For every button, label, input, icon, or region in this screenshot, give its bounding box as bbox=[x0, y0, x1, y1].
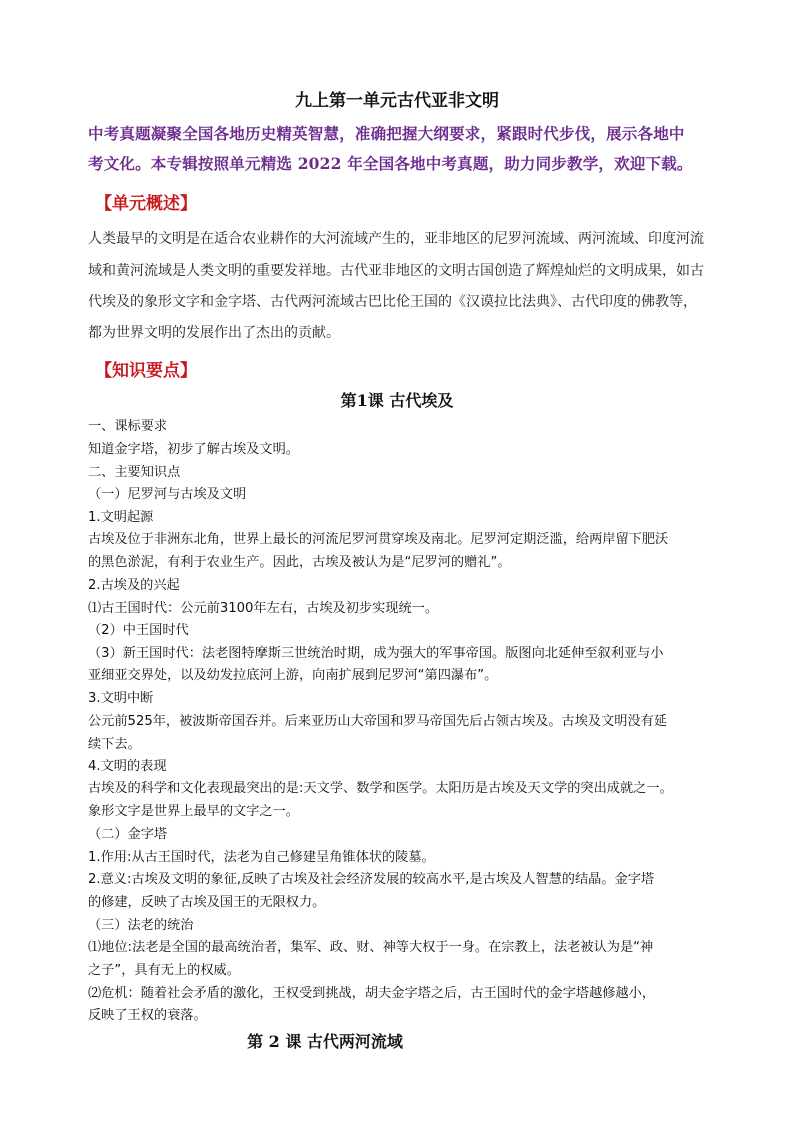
content-line: 亚细亚交界处，以及幼发拉底河上游，向南扩展到尼罗河“第四瀑布”。 bbox=[88, 668, 498, 683]
document-title: 九上第一单元古代亚非文明 bbox=[295, 91, 499, 111]
lesson-2-title: 第 2 课 古代两河流域 bbox=[247, 1032, 403, 1051]
content-line: 2.古埃及的兴起 bbox=[88, 578, 180, 593]
content-line: 3.文明中断 bbox=[88, 691, 154, 706]
content-line: ⑵危机：随着社会矛盾的激化，王权受到挑战，胡夫金字塔之后，古王国时代的金字塔越修越小， bbox=[88, 986, 656, 1001]
content-line: 公元前525年，被波斯帝国吞并。后来亚历山大帝国和罗马帝国先后占领古埃及。古埃及文明没有延 bbox=[88, 714, 668, 729]
content-line: 反映了王权的衰落。 bbox=[88, 1008, 207, 1023]
content-line: （二）金字塔 bbox=[88, 827, 168, 842]
content-line: 二、主要知识点 bbox=[88, 465, 181, 480]
content-line: 1.文明起源 bbox=[88, 510, 154, 525]
overview-heading: 【单元概述】 bbox=[95, 194, 197, 214]
content-line: 知道金字塔，初步了解古埃及文明。 bbox=[88, 442, 299, 457]
overview-line: 代埃及的象形文字和金字塔、古代两河流域古巴比伦王国的《汉谟拉比法典》、古代印度的佛教等， bbox=[88, 294, 697, 310]
overview-line: 人类最早的文明是在适合农业耕作的大河流域产生的，亚非地区的尼罗河流域、两河流域、印度河流 bbox=[88, 231, 704, 247]
content-line: 4.文明的表现 bbox=[88, 759, 167, 774]
content-line: （2）中王国时代 bbox=[88, 623, 189, 638]
content-line: ⑴古王国时代：公元前3100年左右，古埃及初步实现统一。 bbox=[88, 601, 439, 616]
lesson-1-title: 第1课 古代埃及 bbox=[340, 391, 454, 410]
knowledge-heading: 【知识要点】 bbox=[95, 361, 197, 381]
content-line: （一）尼罗河与古埃及文明 bbox=[88, 487, 247, 502]
overview-line: 都为世界文明的发展作出了杰出的贡献。 bbox=[88, 325, 340, 341]
content-line: ⑴地位:法老是全国的最高统治者，集军、政、财、神等大权于一身。在宗教上，法老被认为是“神 bbox=[88, 940, 654, 955]
content-line: 1.作用:从古王国时代，法老为自己修建呈角锥体状的陵墓。 bbox=[88, 850, 435, 865]
content-line: 的修建，反映了古埃及国王的无限权力。 bbox=[88, 895, 326, 910]
content-line: （3）新王国时代：法老图特摩斯三世统治时期，成为强大的军事帝国。版图向北延伸至叙利亚与小 bbox=[88, 646, 664, 661]
content-line: 象形文字是世界上最早的文字之一。 bbox=[88, 804, 299, 819]
content-line: 一、课标要求 bbox=[88, 419, 168, 434]
promo-line-1: 中考真题凝聚全国各地历史精英智慧，准确把握大纲要求，紧跟时代步伐，展示各地中 bbox=[88, 124, 685, 143]
content-line: 古埃及位于非洲东北角，世界上最长的河流尼罗河贯穿埃及南北。尼罗河定期泛滥，给两岸留下肥沃 bbox=[88, 532, 669, 547]
content-line: 的黑色淤泥，有利于农业生产。因此，古埃及被认为是“尼罗河的赠礼”。 bbox=[88, 555, 511, 570]
overview-line: 域和黄河流域是人类文明的重要发祥地。古代亚非地区的文明古国创造了辉煌灿烂的文明成果，如古 bbox=[88, 263, 704, 279]
promo-line-2: 考文化。本专辑按照单元精选 2022 年全国各地中考真题，助力同步教学，欢迎下载。 bbox=[88, 154, 693, 173]
content-line: 续下去。 bbox=[88, 737, 141, 752]
content-line: 古埃及的科学和文化表现最突出的是:天文学、数学和医学。太阳历是古埃及天文学的突出成就之一。 bbox=[88, 781, 673, 796]
content-line: （三）法老的统治 bbox=[88, 918, 194, 933]
content-line: 2.意义:古埃及文明的象征,反映了古埃及社会经济发展的较高水平,是古埃及人智慧的结晶。金字塔 bbox=[88, 872, 655, 887]
content-line: 之子”，具有无上的权威。 bbox=[88, 963, 240, 978]
